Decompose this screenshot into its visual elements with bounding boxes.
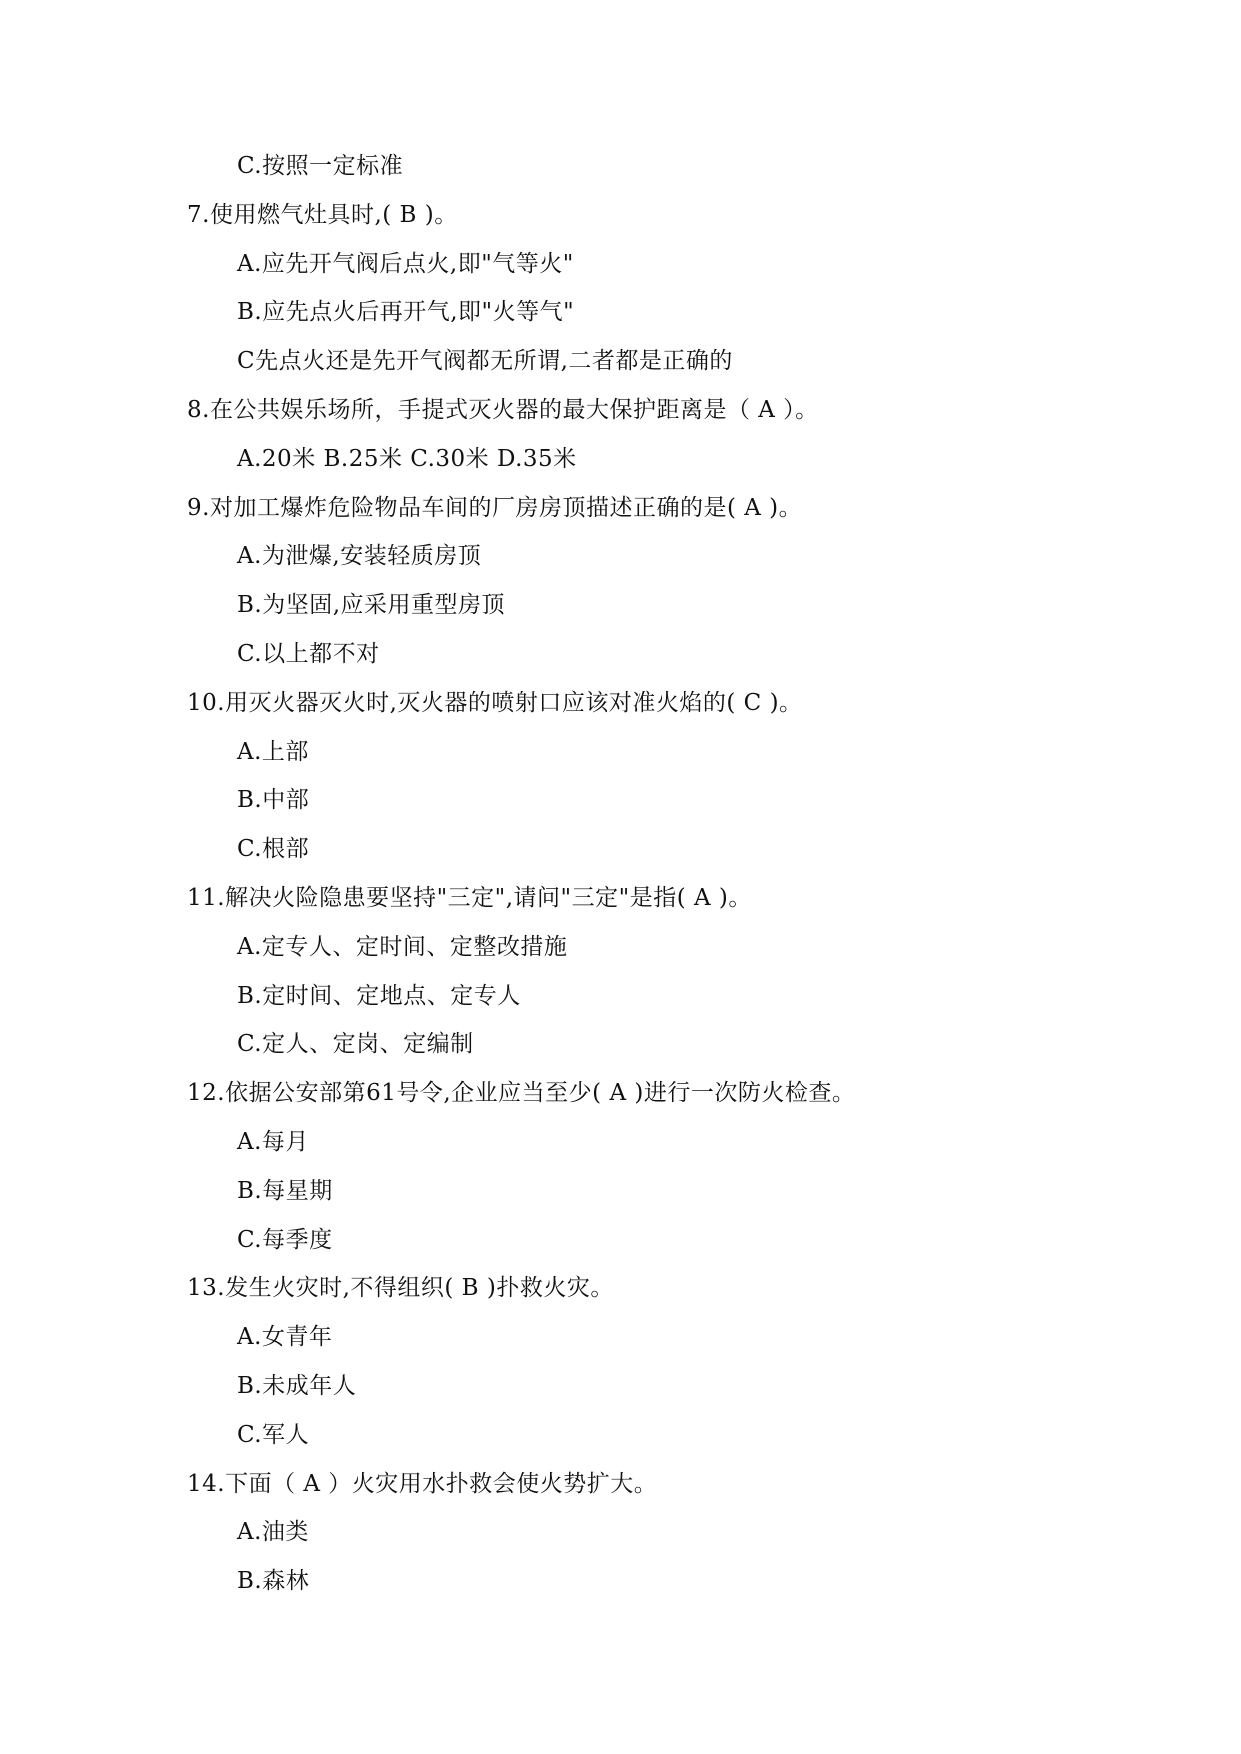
question-list (187, 142, 1087, 1606)
option-line: C.每季度 (237, 1226, 333, 1253)
option-line: B.森林 (237, 1568, 310, 1595)
option-line: B.每星期 (237, 1177, 333, 1204)
option-line: A.定专人、定时间、定整改措施 (237, 933, 568, 960)
option-line: A.油类 (237, 1519, 309, 1546)
question-line: 9.对加工爆炸危险物品车间的厂房房顶描述正确的是( A )。 (187, 494, 803, 521)
option-line: C.按照一定标准 (237, 153, 404, 179)
option-line: C.军人 (237, 1421, 310, 1448)
question-line: 12.依据公安部第61号令,企业应当至少( A )进行一次防火检查。 (187, 1080, 856, 1107)
option-line: B.定时间、定地点、定专人 (237, 982, 521, 1009)
question-line: 7.使用燃气灶具时,( B )。 (187, 201, 458, 228)
option-line: C.定人、定岗、定编制 (237, 1031, 474, 1058)
question-line: 10.用灭火器灭火时,灭火器的喷射口应该对准火焰的( C )。 (187, 689, 803, 716)
option-line: C.根部 (237, 836, 310, 863)
question-line: 13.发生火灾时,不得组织( B )扑救火灾。 (187, 1275, 614, 1302)
option-line: A.为泄爆,安装轻质房顶 (237, 543, 482, 570)
option-line: C.以上都不对 (237, 640, 380, 667)
question-line: 8.在公共娱乐场所，手提式灭火器的最大保护距离是（ A ）。 (187, 396, 819, 423)
question-line: 14.下面（ A ）火灾用水扑救会使火势扩大。 (187, 1470, 658, 1497)
option-line: C先点火还是先开气阀都无所谓,二者都是正确的 (237, 348, 733, 375)
option-line: A.应先开气阀后点火,即"气等火" (237, 250, 574, 277)
option-line: B.中部 (237, 787, 310, 814)
option-line: A.上部 (237, 738, 309, 765)
option-line: A.20米 B.25米 C.30米 D.35米 (237, 445, 577, 472)
option-line: B.应先点火后再开气,即"火等气" (237, 299, 575, 326)
option-line: B.为坚固,应采用重型房顶 (237, 592, 506, 619)
option-line: A.每月 (237, 1128, 309, 1155)
question-line: 11.解决火险隐患要坚持"三定",请问"三定"是指( A )。 (187, 884, 752, 911)
option-line: B.未成年人 (237, 1372, 357, 1399)
option-line: A.女青年 (237, 1324, 333, 1351)
